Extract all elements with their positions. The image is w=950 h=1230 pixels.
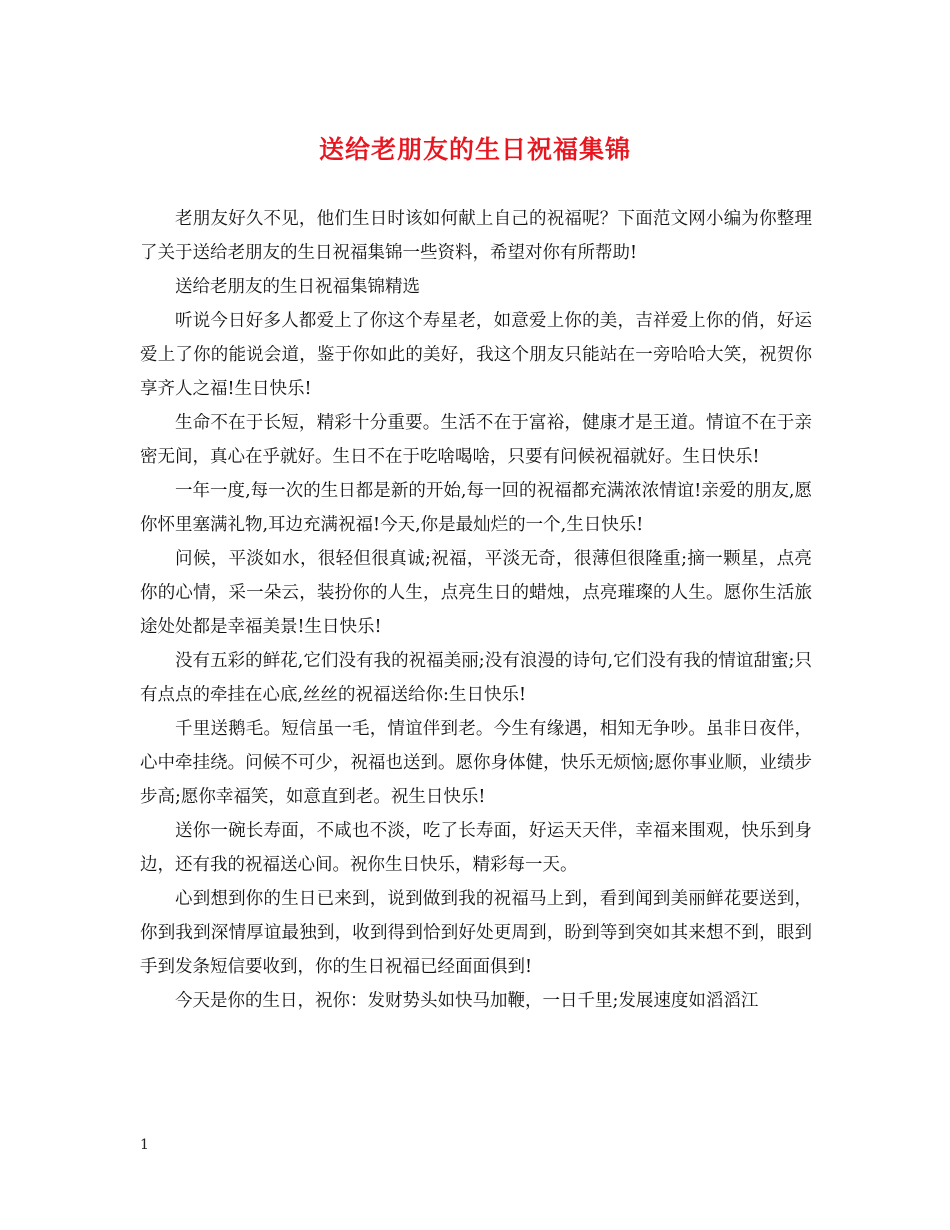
paragraph: 送你一碗长寿面，不咸也不淡，吃了长寿面，好运天天伴，幸福来围观，快乐到身边，还有我的祝福送心间。祝你生日快乐，精彩每一天。 <box>140 821 812 875</box>
paragraph: 问候，平淡如水，很轻但很真诚;祝福，平淡无奇，很薄但很隆重;摘一颗星，点亮你的心情，采一朵云，装扮你的人生，点亮生日的蜡烛，点亮璀璨的人生。愿你生活旅途处处都是幸福美景!生日快乐! <box>140 549 812 637</box>
paragraph: 心到想到你的生日已来到，说到做到我的祝福马上到，看到闻到美丽鲜花要送到，你到我到深情厚谊最独到，收到得到恰到好处更周到，盼到等到突如其来想不到，眼到手到发条短信要收到，你的生日祝福已经面面俱到! <box>140 889 812 977</box>
paragraph: 一年一度,每一次的生日都是新的开始,每一回的祝福都充满浓浓情谊!亲爱的朋友,愿你怀里塞满礼物,耳边充满祝福!今天,你是最灿烂的一个,生日快乐! <box>140 481 812 535</box>
paragraph: 没有五彩的鲜花,它们没有我的祝福美丽;没有浪漫的诗句,它们没有我的情谊甜蜜;只有点点的牵挂在心底,丝丝的祝福送给你:生日快乐! <box>140 651 812 705</box>
document-body <box>140 202 812 1018</box>
paragraph: 生命不在于长短，精彩十分重要。生活不在于富裕，健康才是王道。情谊不在于亲密无间，真心在乎就好。生日不在于吃啥喝啥，只要有问候祝福就好。生日快乐! <box>140 413 812 467</box>
paragraph: 今天是你的生日，祝你：发财势头如快马加鞭，一日千里;发展速度如滔滔江 <box>175 991 759 1011</box>
page-number: 1 <box>140 1137 149 1153</box>
document-title: 送给老朋友的生日祝福集锦 <box>318 135 631 164</box>
paragraph-intro: 老朋友好久不见，他们生日时该如何献上自己的祝福呢？下面范文网小编为你整理了关于送给老朋友的生日祝福集锦一些资料，希望对你有所帮助! <box>140 209 812 263</box>
paragraph: 听说今日好多人都爱上了你这个寿星老，如意爱上你的美，吉祥爱上你的俏，好运爱上了你的能说会道，鉴于你如此的美好，我这个朋友只能站在一旁哈哈大笑，祝贺你享齐人之福!生日快乐! <box>140 311 812 399</box>
paragraph: 千里送鹅毛。短信虽一毛，情谊伴到老。今生有缘遇，相知无争吵。虽非日夜伴，心中牵挂绕。问候不可少，祝福也送到。愿你身体健，快乐无烦恼;愿你事业顺，业绩步步高;愿你幸福笑，如意直到老。祝生日快乐! <box>140 719 812 807</box>
section-heading: 送给老朋友的生日祝福集锦精选 <box>175 277 420 297</box>
